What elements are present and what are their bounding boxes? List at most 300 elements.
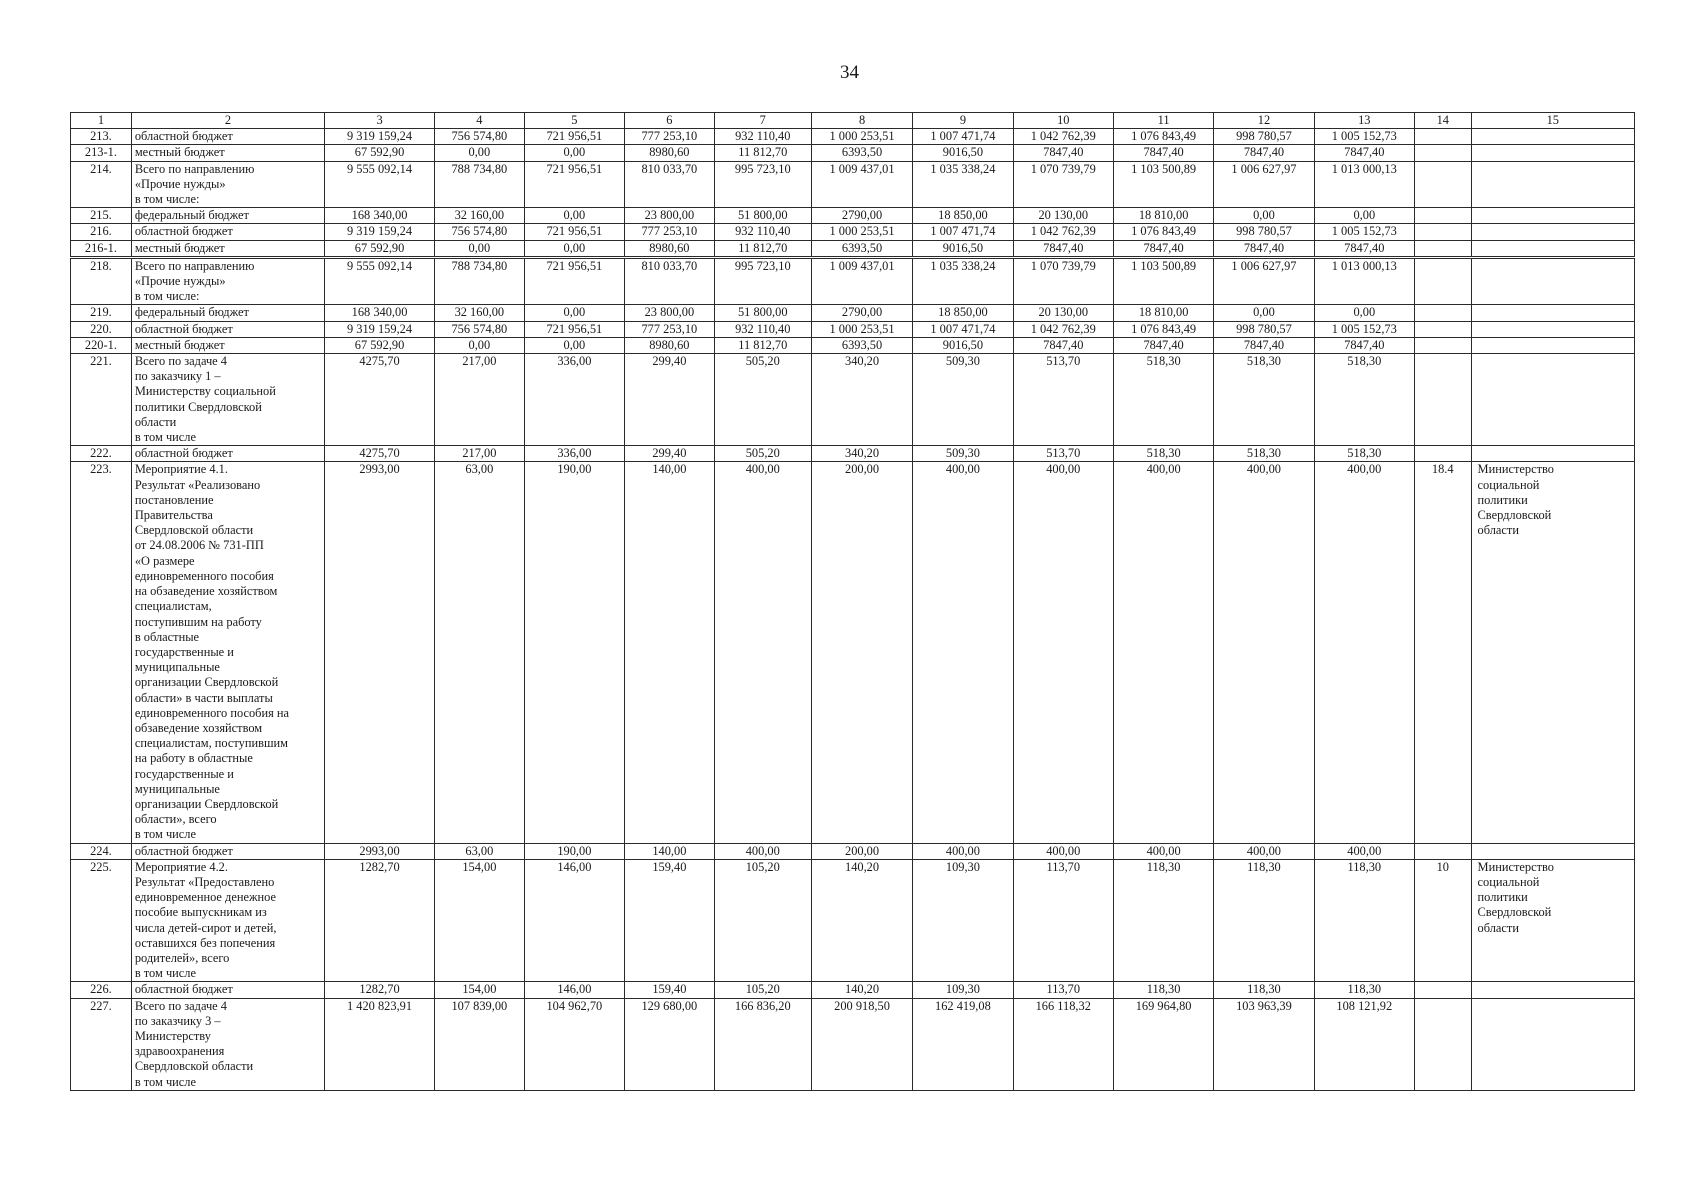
value-cell-col-5: 721 956,51 [524, 129, 624, 145]
value-cell-col-11: 1 076 843,49 [1113, 321, 1213, 337]
value-cell-col-9: 1 007 471,74 [913, 224, 1013, 240]
responsible-executor-line: социальной [1477, 477, 1540, 492]
row-number: 227. [71, 998, 132, 1090]
value-cell-col-5: 721 956,51 [524, 161, 624, 208]
value-cell-col-10: 513,70 [1013, 354, 1113, 446]
target-indicator: 10 [1414, 859, 1471, 982]
value-cell-col-9: 18 850,00 [913, 305, 1013, 321]
value-cell-col-3: 9 319 159,24 [325, 321, 435, 337]
value-cell-col-8: 1 000 253,51 [811, 224, 912, 240]
table-row [71, 982, 1635, 998]
target-indicator [1414, 337, 1471, 353]
target-indicator [1414, 145, 1471, 161]
value-cell-col-4: 0,00 [435, 145, 525, 161]
value-cell-col-3: 9 555 092,14 [325, 257, 435, 305]
row-name-line: Всего по направлению [134, 258, 255, 273]
target-indicator [1414, 843, 1471, 859]
row-name-line: Результат «Предоставлено [134, 874, 275, 889]
row-name-line: специалистам, [134, 599, 212, 614]
row-name-line: оставшихся без попечения [134, 935, 276, 950]
value-cell-col-10: 7847,40 [1013, 240, 1113, 257]
value-cell-col-3: 67 592,90 [325, 337, 435, 353]
row-name-line: местный бюджет [134, 240, 225, 255]
row-name-line: Результат «Реализовано [134, 477, 261, 492]
target-indicator [1414, 240, 1471, 257]
value-cell-col-6: 8980,60 [625, 337, 715, 353]
value-cell-col-3: 1 420 823,91 [325, 998, 435, 1090]
value-cell-col-8: 340,20 [811, 354, 912, 446]
value-cell-col-4: 154,00 [435, 859, 525, 982]
row-number: 213-1. [71, 145, 132, 161]
value-cell-col-11: 1 103 500,89 [1113, 161, 1213, 208]
value-cell-col-6: 140,00 [625, 462, 715, 843]
responsible-executor [1471, 859, 1634, 982]
value-cell-col-8: 140,20 [811, 859, 912, 982]
value-cell-col-12: 7847,40 [1214, 145, 1314, 161]
value-cell-col-5: 104 962,70 [524, 998, 624, 1090]
value-cell-col-4: 32 160,00 [435, 208, 525, 224]
row-name [131, 161, 324, 208]
value-cell-col-13: 1 013 000,13 [1314, 257, 1414, 305]
row-name [131, 257, 324, 305]
target-indicator [1414, 982, 1471, 998]
column-header-5: 5 [524, 113, 624, 129]
table-row [71, 998, 1635, 1090]
responsible-executor [1471, 354, 1634, 446]
row-name-line: единовременного пособия [134, 568, 274, 583]
target-indicator [1414, 998, 1471, 1090]
value-cell-col-11: 118,30 [1113, 982, 1213, 998]
value-cell-col-4: 788 734,80 [435, 257, 525, 305]
responsible-executor-line: политики [1477, 492, 1528, 507]
target-indicator: 18.4 [1414, 462, 1471, 843]
value-cell-col-12: 400,00 [1214, 843, 1314, 859]
target-indicator [1414, 129, 1471, 145]
row-name-line: муниципальные [134, 660, 220, 675]
value-cell-col-8: 2790,00 [811, 208, 912, 224]
value-cell-col-7: 11 812,70 [714, 337, 811, 353]
value-cell-col-11: 1 103 500,89 [1113, 257, 1213, 305]
value-cell-col-7: 995 723,10 [714, 161, 811, 208]
value-cell-col-10: 1 070 739,79 [1013, 257, 1113, 305]
row-number: 220. [71, 321, 132, 337]
value-cell-col-7: 166 836,20 [714, 998, 811, 1090]
table-row [71, 145, 1635, 161]
value-cell-col-8: 6393,50 [811, 240, 912, 257]
value-cell-col-8: 1 000 253,51 [811, 129, 912, 145]
value-cell-col-3: 9 555 092,14 [325, 161, 435, 208]
value-cell-col-11: 118,30 [1113, 859, 1213, 982]
responsible-executor [1471, 982, 1634, 998]
column-header-9: 9 [913, 113, 1013, 129]
value-cell-col-6: 777 253,10 [625, 224, 715, 240]
value-cell-col-8: 340,20 [811, 446, 912, 462]
value-cell-col-3: 67 592,90 [325, 240, 435, 257]
row-name-line: Всего по задаче 4 [134, 354, 227, 369]
row-name-line: по заказчику 1 – [134, 369, 221, 384]
value-cell-col-11: 518,30 [1113, 354, 1213, 446]
row-name-line: областной бюджет [134, 129, 233, 144]
row-number: 216. [71, 224, 132, 240]
column-header-11: 11 [1113, 113, 1213, 129]
value-cell-col-13: 7847,40 [1314, 240, 1414, 257]
value-cell-col-3: 1282,70 [325, 982, 435, 998]
row-name-line: от 24.08.2006 № 731-ПП [134, 538, 264, 553]
value-cell-col-5: 721 956,51 [524, 224, 624, 240]
row-name-line: областной бюджет [134, 843, 233, 858]
responsible-executor [1471, 305, 1634, 321]
value-cell-col-9: 9016,50 [913, 337, 1013, 353]
value-cell-col-11: 400,00 [1113, 462, 1213, 843]
value-cell-col-5: 721 956,51 [524, 257, 624, 305]
value-cell-col-10: 7847,40 [1013, 337, 1113, 353]
value-cell-col-6: 299,40 [625, 354, 715, 446]
value-cell-col-7: 932 110,40 [714, 129, 811, 145]
column-header-10: 10 [1013, 113, 1113, 129]
value-cell-col-6: 8980,60 [625, 240, 715, 257]
column-header-14: 14 [1414, 113, 1471, 129]
value-cell-col-7: 51 800,00 [714, 208, 811, 224]
responsible-executor [1471, 337, 1634, 353]
row-name-line: областной бюджет [134, 982, 233, 997]
value-cell-col-6: 129 680,00 [625, 998, 715, 1090]
value-cell-col-6: 299,40 [625, 446, 715, 462]
value-cell-col-9: 9016,50 [913, 145, 1013, 161]
row-name-line: федеральный бюджет [134, 305, 249, 320]
value-cell-col-8: 140,20 [811, 982, 912, 998]
responsible-executor-line: области [1477, 920, 1519, 935]
row-name [131, 129, 324, 145]
value-cell-col-13: 400,00 [1314, 843, 1414, 859]
responsible-executor-line: Министерство [1477, 859, 1554, 874]
responsible-executor-line: Свердловской [1477, 508, 1552, 523]
value-cell-col-5: 0,00 [524, 305, 624, 321]
responsible-executor [1471, 161, 1634, 208]
page-number: 34 [840, 62, 859, 83]
value-cell-col-7: 995 723,10 [714, 257, 811, 305]
row-name-line: в том числе [134, 430, 196, 445]
value-cell-col-11: 1 076 843,49 [1113, 224, 1213, 240]
row-number: 224. [71, 843, 132, 859]
value-cell-col-8: 1 009 437,01 [811, 161, 912, 208]
row-name-line: Мероприятие 4.2. [134, 859, 228, 874]
value-cell-col-9: 1 007 471,74 [913, 321, 1013, 337]
table-row [71, 224, 1635, 240]
value-cell-col-7: 932 110,40 [714, 321, 811, 337]
row-name-line: единовременное денежное [134, 890, 277, 905]
value-cell-col-9: 18 850,00 [913, 208, 1013, 224]
value-cell-col-5: 0,00 [524, 208, 624, 224]
row-name-line: областной бюджет [134, 446, 233, 461]
value-cell-col-13: 518,30 [1314, 354, 1414, 446]
value-cell-col-9: 400,00 [913, 462, 1013, 843]
value-cell-col-7: 400,00 [714, 462, 811, 843]
target-indicator [1414, 161, 1471, 208]
value-cell-col-12: 118,30 [1214, 859, 1314, 982]
row-name-line: по заказчику 3 – [134, 1013, 221, 1028]
row-name-line: в том числе: [134, 289, 200, 304]
row-name-line: «Прочие нужды» [134, 176, 226, 191]
row-name-line: обзаведение хозяйством [134, 720, 263, 735]
value-cell-col-3: 2993,00 [325, 462, 435, 843]
row-number: 223. [71, 462, 132, 843]
row-name-line: Министерству социальной [134, 384, 276, 399]
value-cell-col-5: 0,00 [524, 337, 624, 353]
column-header-7: 7 [714, 113, 811, 129]
value-cell-col-13: 118,30 [1314, 859, 1414, 982]
table-row [71, 240, 1635, 257]
header-row [71, 113, 1635, 129]
responsible-executor [1471, 145, 1634, 161]
value-cell-col-12: 998 780,57 [1214, 129, 1314, 145]
row-name-line: организации Свердловской [134, 796, 279, 811]
row-name-line: Свердловской области [134, 523, 254, 538]
value-cell-col-9: 1 035 338,24 [913, 257, 1013, 305]
row-name [131, 859, 324, 982]
value-cell-col-12: 998 780,57 [1214, 224, 1314, 240]
value-cell-col-4: 63,00 [435, 843, 525, 859]
value-cell-col-3: 4275,70 [325, 354, 435, 446]
value-cell-col-10: 113,70 [1013, 982, 1113, 998]
value-cell-col-5: 190,00 [524, 462, 624, 843]
row-name-line: в том числе [134, 966, 196, 981]
value-cell-col-13: 7847,40 [1314, 337, 1414, 353]
row-name-line: в том числе [134, 827, 196, 842]
value-cell-col-13: 1 013 000,13 [1314, 161, 1414, 208]
responsible-executor [1471, 208, 1634, 224]
row-name-line: числа детей-сирот и детей, [134, 920, 277, 935]
target-indicator [1414, 321, 1471, 337]
value-cell-col-13: 108 121,92 [1314, 998, 1414, 1090]
row-name-line: местный бюджет [134, 337, 225, 352]
column-header-6: 6 [625, 113, 715, 129]
value-cell-col-10: 20 130,00 [1013, 208, 1113, 224]
row-name-line: области», всего [134, 812, 217, 827]
value-cell-col-4: 0,00 [435, 337, 525, 353]
value-cell-col-3: 168 340,00 [325, 305, 435, 321]
value-cell-col-12: 118,30 [1214, 982, 1314, 998]
table-row [71, 446, 1635, 462]
value-cell-col-9: 109,30 [913, 859, 1013, 982]
row-name-line: пособие выпускникам из [134, 905, 267, 920]
row-name-line: в том числе [134, 1074, 196, 1089]
value-cell-col-10: 20 130,00 [1013, 305, 1113, 321]
value-cell-col-3: 9 319 159,24 [325, 129, 435, 145]
row-name-line: Министерству [134, 1028, 211, 1043]
table-row [71, 321, 1635, 337]
row-name [131, 998, 324, 1090]
row-name-line: областной бюджет [134, 321, 233, 336]
value-cell-col-7: 400,00 [714, 843, 811, 859]
value-cell-col-10: 1 042 762,39 [1013, 321, 1113, 337]
row-name-line: федеральный бюджет [134, 208, 249, 223]
value-cell-col-12: 0,00 [1214, 208, 1314, 224]
responsible-executor [1471, 843, 1634, 859]
row-name-line: местный бюджет [134, 145, 225, 160]
value-cell-col-11: 518,30 [1113, 446, 1213, 462]
table-row [71, 859, 1635, 982]
value-cell-col-9: 1 035 338,24 [913, 161, 1013, 208]
row-name-line: на работу в областные [134, 751, 253, 766]
value-cell-col-7: 11 812,70 [714, 145, 811, 161]
value-cell-col-5: 336,00 [524, 446, 624, 462]
value-cell-col-4: 63,00 [435, 462, 525, 843]
row-name-line: государственные и [134, 766, 234, 781]
row-name-line: постановление [134, 492, 214, 507]
value-cell-col-3: 168 340,00 [325, 208, 435, 224]
value-cell-col-9: 509,30 [913, 446, 1013, 462]
value-cell-col-5: 0,00 [524, 145, 624, 161]
value-cell-col-5: 0,00 [524, 240, 624, 257]
value-cell-col-6: 159,40 [625, 982, 715, 998]
row-name [131, 305, 324, 321]
responsible-executor [1471, 446, 1634, 462]
responsible-executor [1471, 224, 1634, 240]
value-cell-col-13: 118,30 [1314, 982, 1414, 998]
value-cell-col-6: 23 800,00 [625, 305, 715, 321]
row-name-line: организации Свердловской [134, 675, 279, 690]
value-cell-col-10: 400,00 [1013, 462, 1113, 843]
responsible-executor [1471, 240, 1634, 257]
value-cell-col-8: 1 009 437,01 [811, 257, 912, 305]
row-number: 214. [71, 161, 132, 208]
value-cell-col-7: 105,20 [714, 982, 811, 998]
target-indicator [1414, 257, 1471, 305]
value-cell-col-3: 67 592,90 [325, 145, 435, 161]
value-cell-col-3: 2993,00 [325, 843, 435, 859]
column-header-2: 2 [131, 113, 324, 129]
row-name-line: «О размере [134, 553, 195, 568]
value-cell-col-10: 166 118,32 [1013, 998, 1113, 1090]
value-cell-col-6: 140,00 [625, 843, 715, 859]
value-cell-col-10: 7847,40 [1013, 145, 1113, 161]
value-cell-col-8: 2790,00 [811, 305, 912, 321]
value-cell-col-12: 400,00 [1214, 462, 1314, 843]
responsible-executor-line: политики [1477, 890, 1528, 905]
row-number: 215. [71, 208, 132, 224]
row-name-line: Всего по направлению [134, 161, 255, 176]
responsible-executor-line: Свердловской [1477, 905, 1552, 920]
value-cell-col-11: 7847,40 [1113, 145, 1213, 161]
row-name-line: поступившим на работу [134, 614, 262, 629]
table-body [71, 113, 1635, 1091]
row-name [131, 446, 324, 462]
value-cell-col-10: 513,70 [1013, 446, 1113, 462]
value-cell-col-13: 7847,40 [1314, 145, 1414, 161]
value-cell-col-7: 505,20 [714, 446, 811, 462]
value-cell-col-13: 1 005 152,73 [1314, 224, 1414, 240]
value-cell-col-8: 6393,50 [811, 145, 912, 161]
value-cell-col-5: 146,00 [524, 859, 624, 982]
row-name-line: в том числе: [134, 192, 200, 207]
row-name-line: «Прочие нужды» [134, 274, 226, 289]
row-name-line: Всего по задаче 4 [134, 998, 227, 1013]
value-cell-col-9: 1 007 471,74 [913, 129, 1013, 145]
row-name-line: Свердловской области [134, 1059, 254, 1074]
column-header-8: 8 [811, 113, 912, 129]
value-cell-col-11: 18 810,00 [1113, 208, 1213, 224]
row-name [131, 145, 324, 161]
row-name-line: здравоохранения [134, 1044, 225, 1059]
value-cell-col-13: 0,00 [1314, 208, 1414, 224]
value-cell-col-12: 103 963,39 [1214, 998, 1314, 1090]
table-row [71, 129, 1635, 145]
row-number: 218. [71, 257, 132, 305]
row-number: 222. [71, 446, 132, 462]
table-row [71, 843, 1635, 859]
value-cell-col-11: 169 964,80 [1113, 998, 1213, 1090]
responsible-executor [1471, 321, 1634, 337]
value-cell-col-4: 788 734,80 [435, 161, 525, 208]
value-cell-col-12: 1 006 627,97 [1214, 257, 1314, 305]
row-name [131, 208, 324, 224]
value-cell-col-6: 777 253,10 [625, 129, 715, 145]
value-cell-col-11: 18 810,00 [1113, 305, 1213, 321]
value-cell-col-10: 1 042 762,39 [1013, 129, 1113, 145]
row-number: 221. [71, 354, 132, 446]
value-cell-col-8: 200,00 [811, 462, 912, 843]
row-name [131, 321, 324, 337]
value-cell-col-5: 336,00 [524, 354, 624, 446]
value-cell-col-5: 190,00 [524, 843, 624, 859]
row-name-line: области» в части выплаты [134, 690, 273, 705]
value-cell-col-6: 159,40 [625, 859, 715, 982]
target-indicator [1414, 354, 1471, 446]
value-cell-col-3: 9 319 159,24 [325, 224, 435, 240]
value-cell-col-5: 146,00 [524, 982, 624, 998]
value-cell-col-13: 400,00 [1314, 462, 1414, 843]
responsible-executor-line: области [1477, 523, 1519, 538]
value-cell-col-13: 0,00 [1314, 305, 1414, 321]
row-name-line: политики Свердловской [134, 399, 262, 414]
value-cell-col-12: 518,30 [1214, 354, 1314, 446]
responsible-executor [1471, 998, 1634, 1090]
value-cell-col-6: 23 800,00 [625, 208, 715, 224]
target-indicator [1414, 305, 1471, 321]
value-cell-col-4: 756 574,80 [435, 224, 525, 240]
value-cell-col-8: 200,00 [811, 843, 912, 859]
value-cell-col-4: 756 574,80 [435, 129, 525, 145]
table-row [71, 462, 1635, 843]
value-cell-col-4: 756 574,80 [435, 321, 525, 337]
row-name [131, 224, 324, 240]
table-row [71, 354, 1635, 446]
budget-table [70, 112, 1635, 1091]
value-cell-col-6: 810 033,70 [625, 161, 715, 208]
value-cell-col-8: 1 000 253,51 [811, 321, 912, 337]
value-cell-col-8: 200 918,50 [811, 998, 912, 1090]
row-number: 220-1. [71, 337, 132, 353]
row-name-line: муниципальные [134, 781, 220, 796]
responsible-executor [1471, 462, 1634, 843]
row-name-line: единовременного пособия на [134, 705, 290, 720]
responsible-executor [1471, 257, 1634, 305]
value-cell-col-6: 810 033,70 [625, 257, 715, 305]
responsible-executor-line: Министерство [1477, 462, 1554, 477]
value-cell-col-4: 107 839,00 [435, 998, 525, 1090]
responsible-executor [1471, 129, 1634, 145]
value-cell-col-11: 1 076 843,49 [1113, 129, 1213, 145]
row-name-line: специалистам, поступившим [134, 736, 288, 751]
value-cell-col-12: 998 780,57 [1214, 321, 1314, 337]
value-cell-col-12: 1 006 627,97 [1214, 161, 1314, 208]
row-name-line: государственные и [134, 644, 234, 659]
value-cell-col-10: 1 070 739,79 [1013, 161, 1113, 208]
column-header-3: 3 [325, 113, 435, 129]
target-indicator [1414, 446, 1471, 462]
value-cell-col-7: 105,20 [714, 859, 811, 982]
value-cell-col-9: 109,30 [913, 982, 1013, 998]
